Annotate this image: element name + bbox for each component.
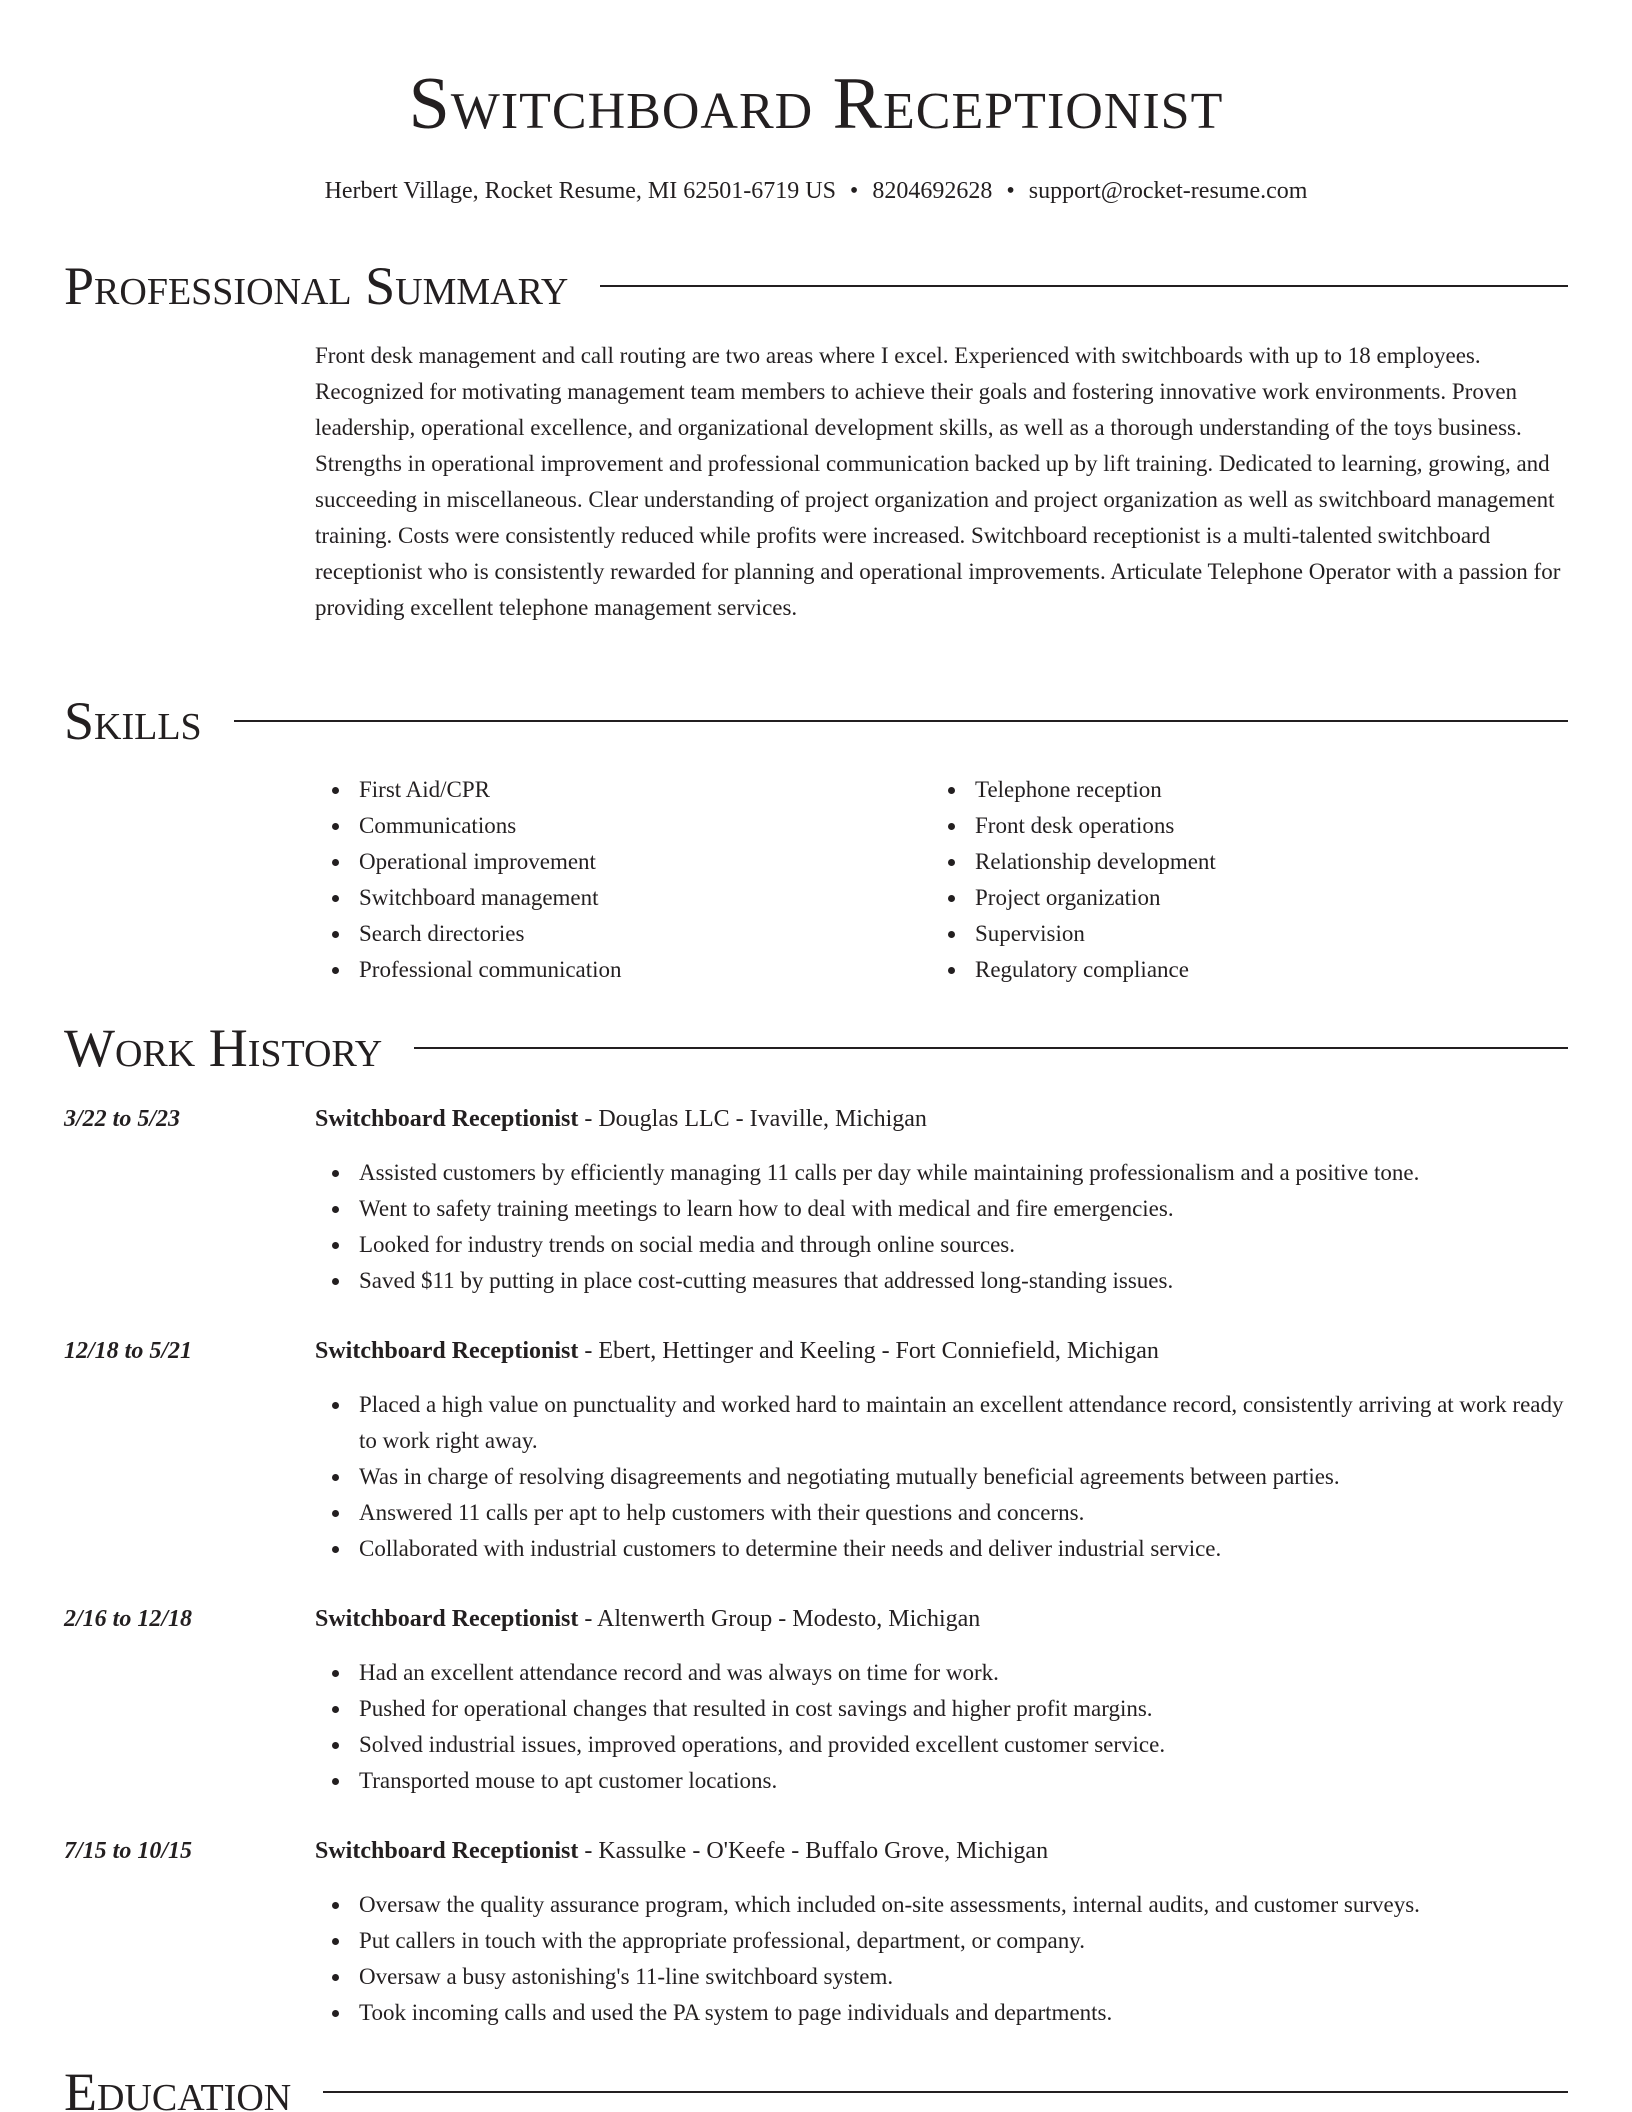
job-duty-item: Oversaw a busy astonishing's 11-line switchboard system. [315, 1959, 1567, 1995]
job-duty-item: Pushed for operational changes that resulted in cost savings and higher profit margins. [315, 1691, 1567, 1727]
contact-line [0, 174, 1632, 208]
job-title: Switchboard Receptionist [315, 1338, 579, 1364]
skill-item: Operational improvement [315, 844, 931, 880]
job-company-location: - Ebert, Hettinger and Keeling - Fort Conniefield, Michigan [578, 1338, 1159, 1364]
job-dates: 2/16 to 12/18 [64, 1606, 193, 1632]
skills-list-container [315, 772, 1567, 988]
job-title: Switchboard Receptionist [315, 1606, 579, 1632]
job-duty-item: Oversaw the quality assurance program, which included on-site assessments, internal audits, and customer surveys. [315, 1887, 1567, 1923]
job-heading [315, 1833, 1567, 1869]
job-duty-item: Had an excellent attendance record and was always on time for work. [315, 1655, 1567, 1691]
job-heading [315, 1333, 1567, 1369]
skill-item: Front desk operations [931, 808, 1567, 844]
job-dates: 12/18 to 5/21 [64, 1338, 193, 1364]
professional-summary-text: Front desk management and call routing are two areas where I excel. Experienced with switchboards with up to 18 employees. Recognized for motivating management team members to achieve their goals and fostering innovative work environments. Proven leadership, operational excellence, and organizational development skills, as well as a thorough understanding of the toys business. Strengths in operational improvement and professional communication backed up by lift training. Dedicated to learning, growing, and succeeding in miscellaneous. Clear understanding of project organization and project organization as well as switchboard management training. Costs were consistently reduced while profits were increased. Switchboard receptionist is a multi-talented switchboard receptionist who is consistently rewarded for planning and operational improvements. Articulate Telephone Operator with a passion for providing excellent telephone management services. [315, 343, 1561, 620]
job-duty-item: Put callers in touch with the appropriate professional, department, or company. [315, 1923, 1567, 1959]
skill-item: Regulatory compliance [931, 952, 1567, 988]
job-title: Switchboard Receptionist [315, 1106, 579, 1132]
contact-email[interactable]: support@rocket-resume.com [1028, 178, 1308, 204]
section-divider [414, 1047, 1568, 1049]
job-heading [315, 1101, 1567, 1137]
summary-section-header [64, 256, 1568, 316]
skill-item: Telephone reception [931, 772, 1567, 808]
contact-address: Herbert Village, Rocket Resume, MI 62501-6719 US [324, 178, 836, 204]
skill-item: Supervision [931, 916, 1567, 952]
skills-section-header [64, 691, 1568, 751]
skill-item: Search directories [315, 916, 931, 952]
job-duties-list [315, 1155, 1567, 1299]
job-dates: 7/15 to 10/15 [64, 1838, 193, 1864]
job-duty-item: Went to safety training meetings to learn how to deal with medical and fire emergencies. [315, 1191, 1567, 1227]
skill-item: Relationship development [931, 844, 1567, 880]
job-duty-item: Was in charge of resolving disagreements and negotiating mutually beneficial agreements between parties. [315, 1459, 1567, 1495]
job-company-location: - Altenwerth Group - Modesto, Michigan [578, 1606, 981, 1632]
summary-section-title: Professional Summary [64, 256, 569, 316]
job-duty-item: Saved $11 by putting in place cost-cutting measures that addressed long-standing issues. [315, 1263, 1567, 1299]
candidate-name: Switchboard Receptionist [408, 63, 1224, 145]
skill-item: First Aid/CPR [315, 772, 931, 808]
job-company-location: - Kassulke - O'Keefe - Buffalo Grove, Michigan [578, 1838, 1049, 1864]
job-duty-item: Answered 11 calls per apt to help customers with their questions and concerns. [315, 1495, 1567, 1531]
skill-item: Project organization [931, 880, 1567, 916]
skill-item: Switchboard management [315, 880, 931, 916]
job-duty-item: Looked for industry trends on social media and through online sources. [315, 1227, 1567, 1263]
job-duty-item: Solved industrial issues, improved operations, and provided excellent customer service. [315, 1727, 1567, 1763]
job-duty-item: Assisted customers by efficiently managing 11 calls per day while maintaining professionalism and a positive tone. [315, 1155, 1567, 1191]
job-duty-item: Took incoming calls and used the PA system to page individuals and departments. [315, 1995, 1567, 2031]
job-duties-list [315, 1655, 1567, 1799]
section-divider [600, 285, 1568, 287]
job-dates: 3/22 to 5/23 [64, 1106, 181, 1132]
job-duty-item: Collaborated with industrial customers to determine their needs and deliver industrial service. [315, 1531, 1567, 1567]
job-company-location: - Douglas LLC - Ivaville, Michigan [578, 1106, 927, 1132]
section-divider [323, 2091, 1568, 2093]
skills-list [315, 772, 1567, 988]
contact-phone: 8204692628 [872, 178, 993, 204]
job-title: Switchboard Receptionist [315, 1838, 579, 1864]
skill-item: Professional communication [315, 952, 931, 988]
job-duty-item: Transported mouse to apt customer locations. [315, 1763, 1567, 1799]
skills-section-title: Skills [64, 691, 202, 751]
section-divider [234, 720, 1568, 722]
job-duties-list [315, 1387, 1567, 1567]
job-heading [315, 1601, 1567, 1637]
education-section-title: Education [64, 2062, 292, 2112]
contact-separator: • [1006, 178, 1015, 204]
work-history-section-title: Work History [64, 1018, 383, 1078]
skill-item: Communications [315, 808, 931, 844]
education-section-header [64, 2062, 1568, 2112]
job-duty-item: Placed a high value on punctuality and worked hard to maintain an excellent attendance record, consistently arriving at work ready to work right away. [315, 1387, 1567, 1459]
contact-separator: • [849, 178, 859, 204]
job-duties-list [315, 1887, 1567, 2031]
work-history-section-header [64, 1018, 1568, 1078]
